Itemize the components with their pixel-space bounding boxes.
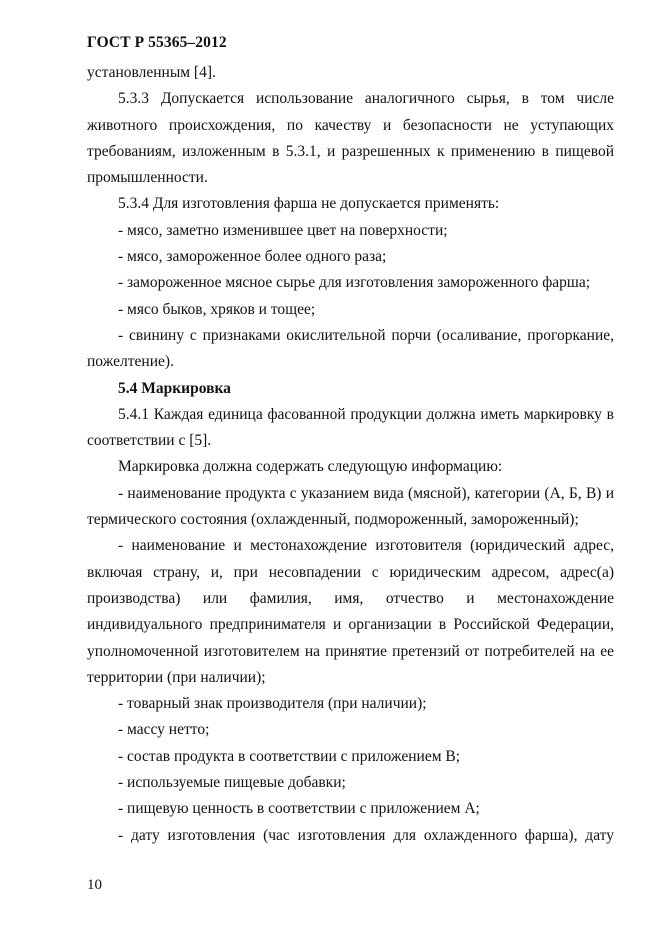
paragraph-continuation: установленным [4].: [87, 64, 216, 81]
paragraph-marking-info: Маркировка должна содержать следующую информацию:: [118, 458, 503, 476]
list-item: - массу нетто;: [118, 721, 210, 739]
list-item: - мясо, заметно изменившее цвет на поверхности;: [118, 221, 448, 239]
list-item: - используемые пищевые добавки;: [118, 774, 346, 792]
list-item: - мясо, замороженное более одного раза;: [118, 248, 387, 266]
list-item: - наименование продукта с указанием вида (мясной), категории (А, Б, В) и термического состояния (охлажденный, подмороженный, замороженный);: [87, 484, 614, 529]
list-item: - пищевую ценность в соответствии с приложением А;: [118, 800, 480, 818]
document-body: [87, 60, 614, 849]
paragraph-5-4-1: 5.4.1 Каждая единица фасованной продукции должна иметь маркировку в соответствии с [5].: [87, 405, 614, 450]
section-heading-5-4: 5.4 Маркировка: [118, 379, 231, 397]
list-item: - дату изготовления (час изготовления для охлажденного фарша), дату: [118, 826, 614, 844]
list-item: - мясо быков, хряков и тощее;: [118, 300, 316, 318]
page-number: 10: [87, 877, 102, 893]
paragraph-5-3-4: 5.3.4 Для изготовления фарша не допускается применять:: [118, 195, 500, 213]
list-item: - наименование и местонахождение изготовителя (юридический адрес, включая страну, и, при несовпадении с юридическим адресом, адрес(а) производства) или фамилия, имя, отчество и местонахождение индивидуального предпринимателя и организации в Российской Федерации, уполномоченной изготовителем на принятие претензий от потребителей на ее территории (при наличии);: [87, 537, 614, 686]
paragraph-5-3-3: 5.3.3 Допускается использование аналогичного сырья, в том числе животного происхождения, по качеству и безопасности не уступающих требованиям, изложенным в 5.3.1, и разрешенных к применению в пищевой промышленности.: [87, 90, 614, 187]
document-header: ГОСТ Р 55365–2012: [87, 34, 227, 51]
list-item: - товарный знак производителя (при наличии);: [118, 695, 427, 713]
list-item: - свинину с признаками окислительной порчи (осаливание, прогоркание, пожелтение).: [87, 326, 614, 371]
list-item: - состав продукта в соответствии с приложением В;: [118, 747, 461, 765]
list-item: - замороженное мясное сырье для изготовления замороженного фарша;: [118, 274, 591, 292]
